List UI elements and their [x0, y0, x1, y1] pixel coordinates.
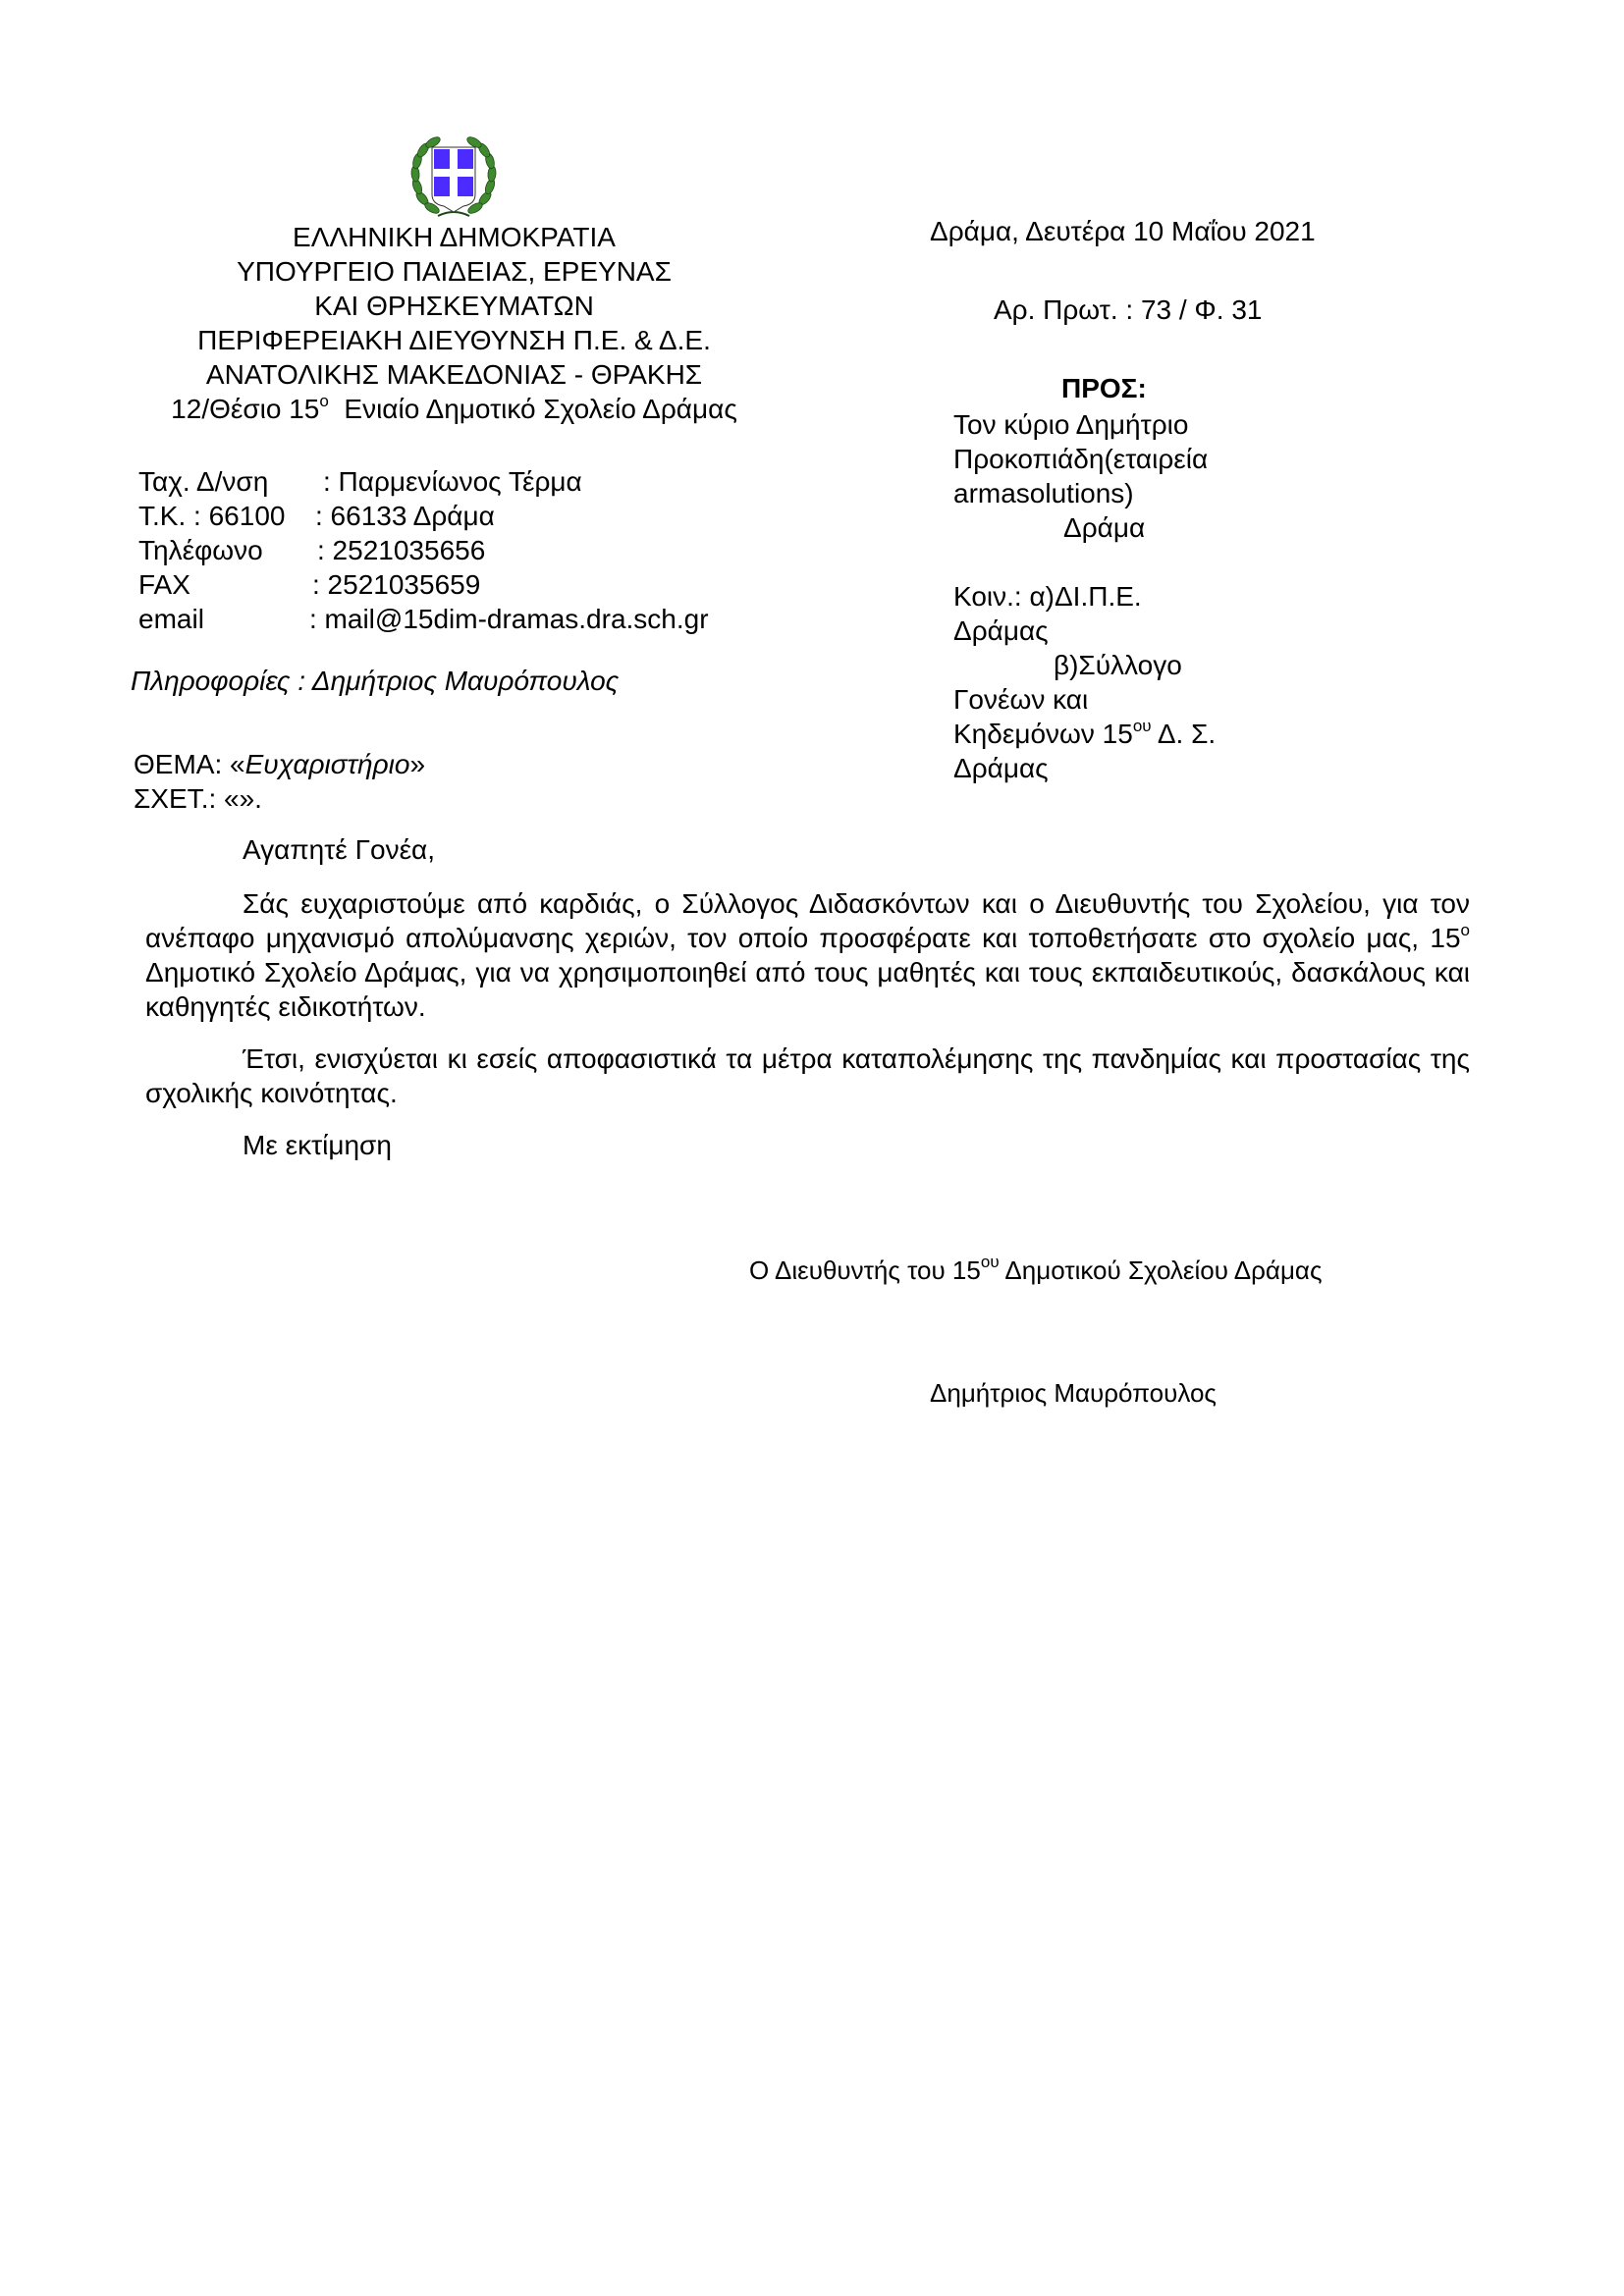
subject-value: Ευχαριστήριο	[244, 749, 410, 779]
school-name	[98, 392, 810, 426]
email-label: email	[138, 604, 204, 634]
recipient-city: Δράμα	[1063, 512, 1146, 543]
fax-row	[138, 567, 709, 602]
cc-line: β)Σύλλογο	[1054, 650, 1182, 680]
fax-label: FAX	[138, 569, 190, 600]
email-row	[138, 602, 709, 636]
cc-line: Δράμας	[953, 753, 1049, 783]
signature-name: Δημήτριος Μαυρόπουλος	[930, 1378, 1217, 1408]
letterhead-line: ΑΝΑΤΟΛΙΚΗΣ ΜΑΚΕΔΟΝΙΑΣ - ΘΡΑΚΗΣ	[205, 359, 703, 390]
paragraph-text: Σάς ευχαριστούμε από καρδιάς, ο Σύλλογος Διδασκόντων και ο Διευθυντής του Σχολείου, για τον ανέπαφο μηχανισμό απολύμανσης χεριών, τον οποίο προσφέρατε και τοποθετήσατε στο σχολείο μας, 15	[145, 888, 1470, 953]
subject-line	[134, 747, 425, 781]
school-name-suffix: Ενιαίο Δημοτικό Σχολείο Δράμας	[328, 394, 737, 424]
info-line	[131, 664, 619, 698]
signature-title-prefix: Ο Διευθυντής του 15	[749, 1255, 981, 1285]
fax-value: : 2521035659	[312, 569, 481, 600]
protocol-number: Αρ. Πρωτ. : 73 / Φ. 31	[994, 294, 1263, 325]
letterhead	[98, 220, 810, 426]
letterhead-line: ΠΕΡΙΦΕΡΕΙΑΚΗ ΔΙΕΥΘΥΝΣΗ Π.Ε. & Δ.Ε.	[197, 325, 711, 355]
recipient-line: armasolutions)	[953, 478, 1134, 508]
phone-value: : 2521035656	[317, 535, 486, 565]
info-value: : Δημήτριος Μαυρόπουλος	[290, 666, 620, 696]
signature-title	[749, 1255, 1323, 1286]
cc-line: Κοιν.: α)ΔΙ.Π.Ε.	[953, 581, 1142, 612]
postcode-label: Τ.Κ. : 66100	[138, 501, 286, 531]
paragraph-sup: ο	[1460, 920, 1470, 939]
school-name-prefix: 12/Θέσιο 15	[171, 394, 320, 424]
subject-close: »	[409, 749, 426, 779]
letter-body	[145, 886, 1470, 1162]
cc-line-sup: ου	[1132, 716, 1152, 735]
signature-title-suffix: Δημοτικού Σχολείου Δράμας	[999, 1255, 1323, 1285]
info-label: Πληροφορίες	[131, 666, 291, 696]
recipient-line: Τον κύριο Δημήτριο	[953, 409, 1189, 440]
greeting: Αγαπητέ Γονέα,	[243, 834, 436, 865]
paragraph-measures: Έτσι, ενισχύεται κι εσείς αποφασιστικά τα μέτρα καταπολέμησης της πανδημίας και προστασίας της σχολικής κοινότητας.	[145, 1043, 1470, 1108]
signature-title-sup: ου	[980, 1253, 1000, 1272]
postcode-value: : 66133 Δράμα	[315, 501, 495, 531]
contact-block	[138, 464, 709, 636]
letterhead-line: ΕΛΛΗΝΙΚΗ ΔΗΜΟΚΡΑΤΙΑ	[293, 222, 616, 252]
letter-date: Δράμα, Δευτέρα 10 Μαΐου 2021	[930, 216, 1316, 246]
phone-label: Τηλέφωνο	[138, 535, 263, 565]
paragraph-thanks	[145, 886, 1470, 1024]
phone-row	[138, 533, 709, 567]
closing: Με εκτίμηση	[243, 1130, 392, 1160]
email-value: : mail@15dim-dramas.dra.sch.gr	[309, 604, 709, 634]
paragraph-text: Δημοτικό Σχολείο Δράμας, για να χρησιμοποιηθεί από τους μαθητές και τους εκπαιδευτικούς, δασκάλους και καθηγητές ειδικοτήτων.	[145, 957, 1470, 1022]
recipient-line: Προκοπιάδη(εταιρεία	[953, 444, 1209, 474]
recipient-block	[953, 407, 1208, 545]
postcode-row	[138, 499, 709, 533]
cc-line-prefix: Κηδεμόνων 15	[953, 719, 1133, 749]
address-row	[138, 464, 709, 499]
cc-block	[953, 579, 1216, 785]
letterhead-line: ΥΠΟΥΡΓΕΙΟ ΠΑΙΔΕΙΑΣ, ΕΡΕΥΝΑΣ	[237, 256, 672, 287]
cc-line: Δράμας	[953, 615, 1049, 646]
cc-line	[953, 717, 1216, 751]
cc-line: Γονέων και	[953, 684, 1089, 715]
school-name-sup: ο	[319, 391, 329, 410]
cc-line-suffix: Δ. Σ.	[1151, 719, 1217, 749]
greek-coat-of-arms-icon	[408, 133, 499, 222]
recipient-title: ΠΡΟΣ:	[1061, 373, 1147, 403]
letterhead-line: ΚΑΙ ΘΡΗΣΚΕΥΜΑΤΩΝ	[314, 291, 594, 321]
reference-line: ΣΧΕΤ.: «».	[134, 783, 262, 814]
address-value: : Παρμενίωνος Τέρμα	[323, 466, 582, 497]
subject-label: ΘΕΜΑ: «	[134, 749, 245, 779]
address-label: Ταχ. Δ/νση	[138, 466, 269, 497]
